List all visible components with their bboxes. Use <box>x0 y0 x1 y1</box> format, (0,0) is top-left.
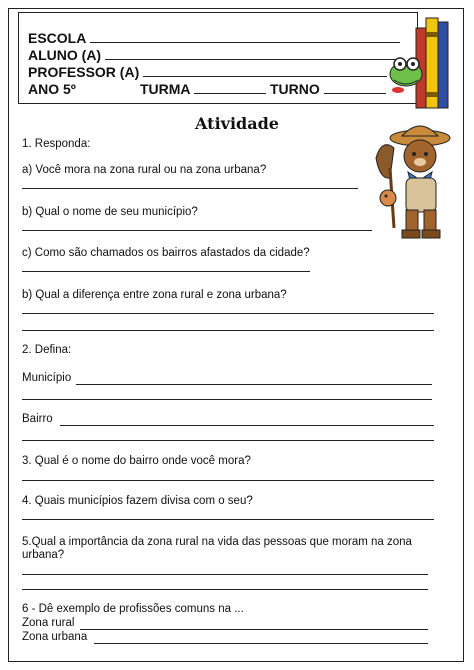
question-4: 4. Quais municípios fazem divisa com o seu? <box>22 495 253 507</box>
question-2: 2. Defina: <box>22 344 72 356</box>
answer-line[interactable] <box>80 629 428 630</box>
question-6: 6 - Dê exemplo de profissões comuns na ... <box>22 603 244 615</box>
school-label: ESCOLA <box>28 30 86 46</box>
school-blank[interactable] <box>90 30 400 43</box>
shift-blank[interactable] <box>324 81 386 94</box>
student-label: ALUNO (A) <box>28 47 102 63</box>
question-1c: c) Como são chamados os bairros afastados da cidade? <box>22 247 310 259</box>
answer-line[interactable] <box>22 230 372 231</box>
class-label: TURMA <box>140 81 191 97</box>
answer-line[interactable] <box>22 330 434 331</box>
question-6a-label: Zona rural <box>22 617 75 629</box>
answer-line[interactable] <box>60 425 434 426</box>
answer-line[interactable] <box>22 399 432 400</box>
question-2a-label: Município <box>22 372 72 384</box>
answer-line[interactable] <box>94 643 428 644</box>
student-blank[interactable] <box>105 47 397 60</box>
question-1b: b) Qual o nome de seu município? <box>22 206 198 218</box>
page-title: Atividade <box>195 114 279 133</box>
class-blank[interactable] <box>194 81 266 94</box>
student-field <box>28 47 397 63</box>
answer-line[interactable] <box>76 384 432 385</box>
class-field <box>140 81 266 97</box>
year-label: ANO 5º <box>28 81 76 97</box>
cowboy-bear-icon <box>368 118 464 244</box>
teacher-blank[interactable] <box>143 64 387 77</box>
shift-field <box>270 81 386 97</box>
question-1: 1. Responda: <box>22 138 91 150</box>
answer-line[interactable] <box>22 480 434 481</box>
year-field <box>28 81 76 97</box>
question-5-line1: 5.Qual a importância da zona rural na vida das pessoas que moram na zona <box>22 536 412 548</box>
answer-line[interactable] <box>22 440 434 441</box>
answer-line[interactable] <box>22 574 428 575</box>
question-3: 3. Qual é o nome do bairro onde você mora? <box>22 455 251 467</box>
answer-line[interactable] <box>22 188 358 189</box>
school-field <box>28 30 400 46</box>
answer-line[interactable] <box>22 589 428 590</box>
question-1d: b) Qual a diferença entre zona rural e zona urbana? <box>22 289 287 301</box>
question-2b-label: Bairro <box>22 413 53 425</box>
answer-line[interactable] <box>22 313 434 314</box>
books-icon <box>384 12 458 112</box>
shift-label: TURNO <box>270 81 320 97</box>
question-6b-label: Zona urbana <box>22 631 88 643</box>
question-5-line2: urbana? <box>22 549 65 561</box>
teacher-label: PROFESSOR (A) <box>28 64 140 80</box>
teacher-field <box>28 64 387 80</box>
question-1a: a) Você mora na zona rural ou na zona urbana? <box>22 164 267 176</box>
answer-line[interactable] <box>22 271 310 272</box>
answer-line[interactable] <box>22 519 434 520</box>
